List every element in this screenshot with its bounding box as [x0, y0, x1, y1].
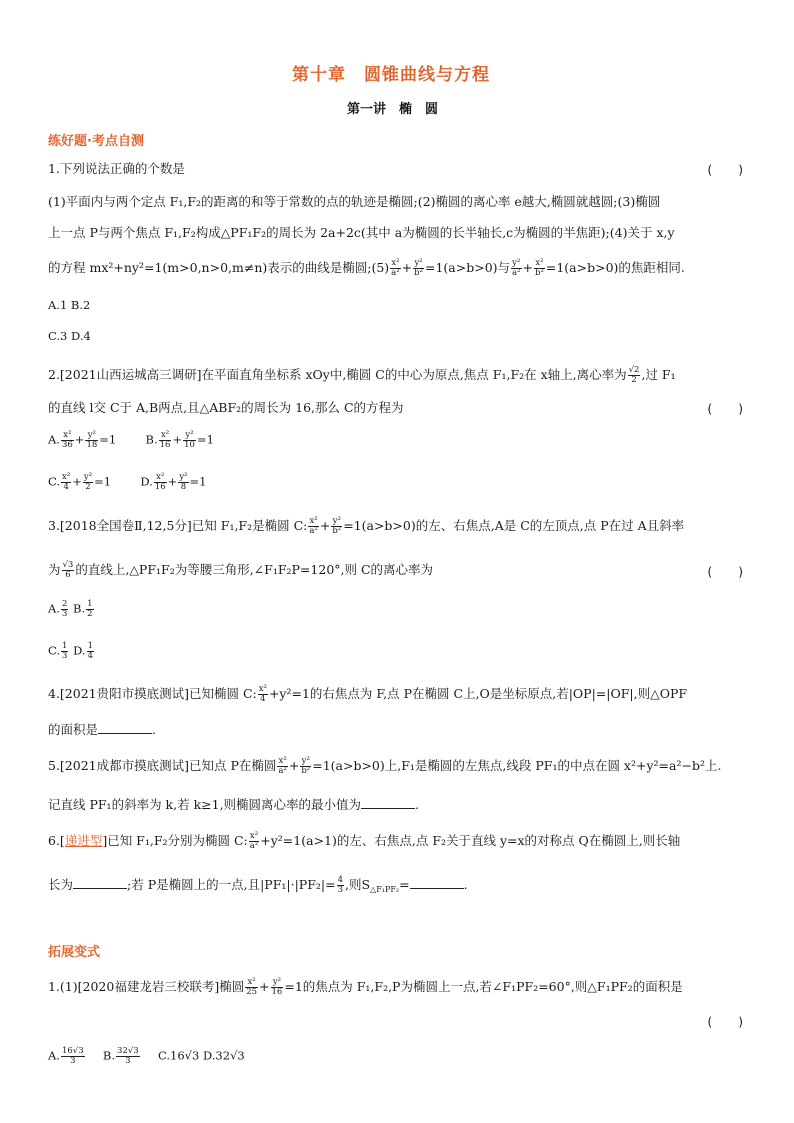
fraction: $\frac{√2}{2}$ — [628, 365, 640, 385]
q1-answer-paren: ( ) — [706, 163, 745, 177]
q1-line3-a: 的方程 mx²+ny²=1(m>0,n>0,m≠n)表示的曲线是椭圆;(5) — [48, 260, 390, 275]
q3-line2: 为 $\frac{√3}{6}$ 的直线上,△PF₁F₂为等腰三角形,∠F₁F₂P=120°,则 C的离心率为 — [48, 560, 434, 580]
chapter-title: 第十章 圆锥曲线与方程 — [292, 65, 490, 85]
q1-line1: (1)平面内与两个定点 F₁,F₂的距离的和等于常数的点的轨迹是椭圆;(2)椭圆的离心率 e越大,椭圆就越圆;(3)椭圆 — [48, 194, 661, 209]
t1-answer-paren: ( ) — [706, 1015, 745, 1029]
q1-stem: 1.下列说法正确的个数是 — [48, 161, 185, 176]
fraction: $\frac{\text{x²}}{\text{a²}}$ — [391, 258, 400, 278]
q1-line3-c: =1(a>b>0)的焦距相同. — [545, 260, 685, 275]
q3-options-cd: C. $\frac{1}{3}$ D. $\frac{1}{4}$ — [48, 641, 94, 661]
q1-line3-b: =1(a>b>0)与 — [425, 260, 511, 275]
q3-answer-paren: ( ) — [706, 565, 745, 579]
q5-line2: 记直线 PF₁的斜率为 k,若 k≥1,则椭圆离心率的最小值为 . — [48, 797, 420, 812]
q3-options-ab: A. $\frac{2}{3}$ B. $\frac{1}{2}$ — [48, 599, 93, 619]
fraction: $\frac{\text{y²}}{\text{a²}}$ — [512, 258, 521, 278]
tag-progressive[interactable]: 递进型 — [64, 833, 103, 848]
q3-line1: 3.[2018全国卷Ⅱ,12,5分]已知 F₁,F₂是椭圆 C: $\frac{\text{x²}}{\text{a²}}$ + $\frac{\text{y²}}{\text{b²}}$ =1(a>b>0)的左、右焦点,A是 C的左顶点,点 P在过 A且斜率 — [48, 516, 685, 536]
q1-options-ab: A.1 B.2 — [48, 298, 91, 312]
answer-blank[interactable] — [73, 876, 127, 889]
q4-line1: 4.[2021贵阳市摸底测试]已知椭圆 C: $\frac{\text{x²}}{4}$ +y²=1的右焦点为 F,点 P在椭圆 C上,O是坐标原点,若|OP|=|OF|,则△OPF — [48, 684, 688, 704]
q2-answer-paren: ( ) — [706, 402, 745, 416]
t1-line1: 1.(1)[2020福建龙岩三校联考]椭圆 $\frac{\text{x²}}{25}$ + $\frac{\text{y²}}{16}$ =1的焦点为 F₁,F₂,P为椭圆上一点,若∠F₁PF₂=60°,则△F₁PF₂的面积是 — [48, 977, 683, 997]
answer-blank[interactable] — [98, 721, 152, 734]
q2-line1: 2.[2021山西运城高三调研]在平面直角坐标系 xOy中,椭圆 C的中心为原点,焦点 F₁,F₂在 x轴上,离心率为 $\frac{√2}{2}$ ,过 F₁ — [48, 365, 676, 385]
fraction: $\frac{\text{x²}}{\text{b²}}$ — [535, 258, 544, 278]
q6-line1: 6.[递进型]已知 F₁,F₂分别为椭圆 C: $\frac{\text{x²}}{\text{a²}}$ +y²=1(a>1)的左、右焦点,点 F₂关于直线 y=x的对称点 Q在椭圆上,则长轴 — [48, 831, 681, 851]
q2-options-cd: C. $\frac{\text{x²}}{4}$ + $\frac{\text{y²}}{2}$ =1 D. $\frac{\text{x²}}{16}$ + $\frac{\text{y²}}{8}$ =1 — [48, 472, 207, 492]
q1-line3: 的方程 mx²+ny²=1(m>0,n>0,m≠n)表示的曲线是椭圆;(5) $\frac{\text{x²}}{\text{a²}}$ + $\frac{\text{y²}}{\text{b²}}$ =1(a>b>0)与 $\frac{\text{y²}}{\text{a²}}$ + $\frac{\text{x²}}{\text{b²}}$ =1(a>b>0)的焦距相同. — [48, 258, 685, 278]
q2-line2: 的直线 l交 C于 A,B两点,且△ABF₂的周长为 16,那么 C的方程为 — [48, 400, 404, 415]
answer-blank[interactable] — [361, 796, 415, 809]
q1-line2: 上一点 P与两个焦点 F₁,F₂构成△PF₁F₂的周长为 2a+2c(其中 a为椭圆的长半轴长,c为椭圆的半焦距);(4)关于 x,y — [48, 225, 675, 240]
section-label-practice: 练好题·考点自测 — [48, 134, 144, 149]
q1-options-cd: C.3 D.4 — [48, 329, 91, 343]
q6-line2: 长为 ;若 P是椭圆上的一点,且|PF₁|·|PF₂|= $\frac{4}{3}$ ,则$S_{\triangle F_1PF_2}=$ . — [48, 875, 468, 895]
answer-blank[interactable] — [410, 876, 464, 889]
fraction: $\frac{\text{y²}}{\text{b²}}$ — [414, 258, 423, 278]
q5-line1: 5.[2021成都市摸底测试]已知点 P在椭圆 $\frac{\text{x²}}{\text{a²}}$ + $\frac{\text{y²}}{\text{b²}}$ =1(a>b>0)上,F₁是椭圆的左焦点,线段 PF₁的中点在圆 x²+y²=a²−b²上. — [48, 756, 722, 776]
section-label-extension: 拓展变式 — [48, 945, 101, 960]
lecture-title: 第一讲 椭 圆 — [347, 102, 439, 117]
q2-options-ab: A. $\frac{\text{x²}}{36}$ + $\frac{\text{y²}}{18}$ =1 B. $\frac{\text{x²}}{16}$ + $\frac{\text{y²}}{10}$ =1 — [48, 430, 214, 450]
q4-line2: 的面积是 . — [48, 722, 156, 737]
t1-options: A. $\frac{16√3}{3}$ B. $\frac{32√3}{3}$ C.16√3 D.32√3 — [48, 1046, 245, 1066]
